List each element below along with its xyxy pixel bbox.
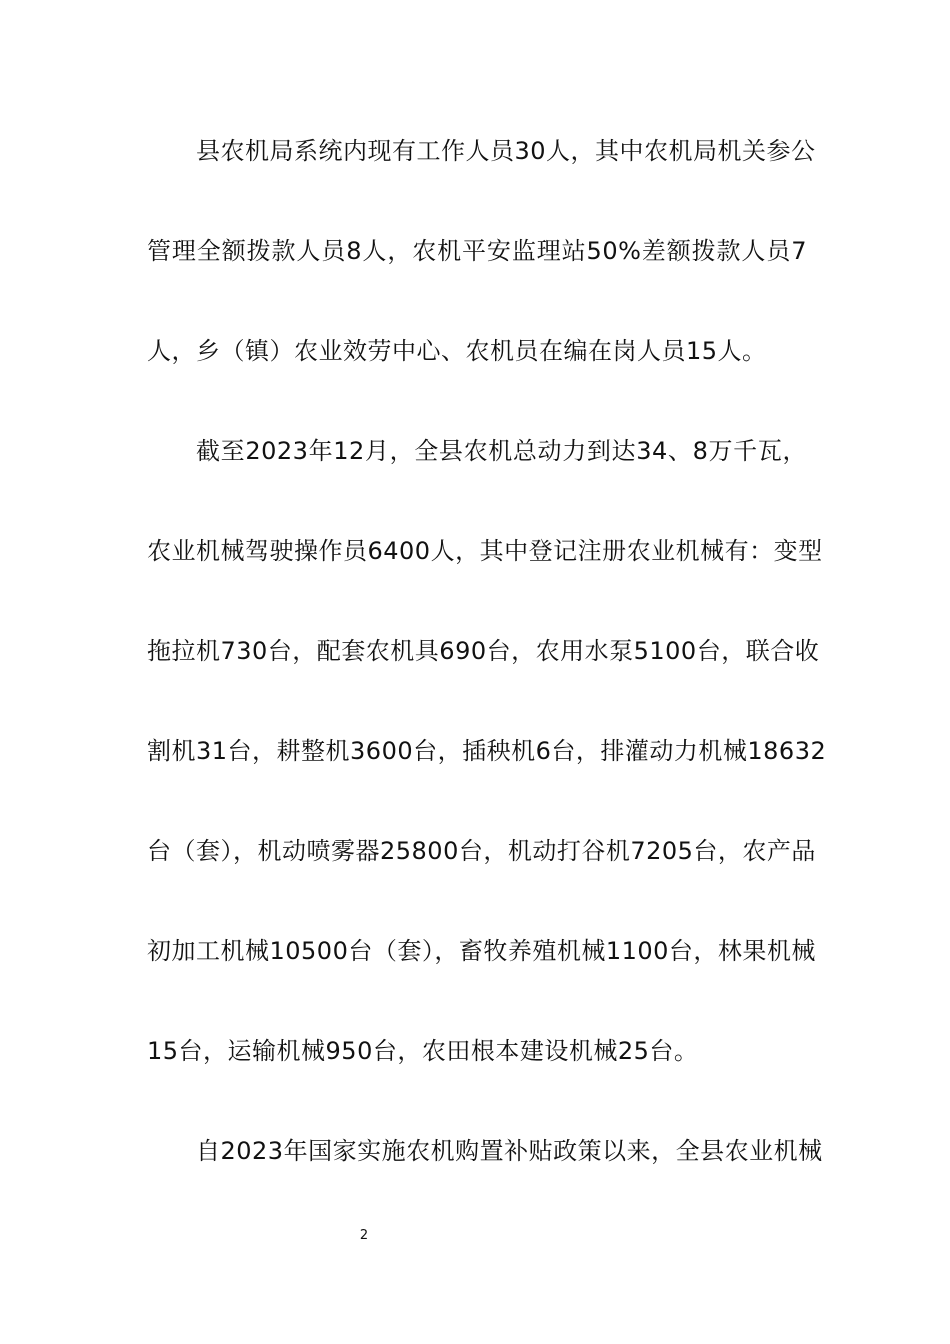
paragraph-2-line-4: 割机31台，耕整机3600台，插秧机6台，排灌动力机械18632 [147,737,827,765]
paragraph-2-line-7: 15台，运输机械950台，农田根本建设机械25台。 [147,1037,699,1065]
paragraph-2-line-2: 农业机械驾驶操作员6400人，其中登记注册农业机械有：变型 [147,537,823,565]
paragraph-2-line-1: 截至2023年12月，全县农机总动力到达34、8万千瓦， [196,437,807,465]
paragraph-1-line-1: 县农机局系统内现有工作人员30人，其中农机局机关参公 [196,137,816,165]
paragraph-2-line-6: 初加工机械10500台（套），畜牧养殖机械1100台，林果机械 [147,937,816,965]
paragraph-2-line-3: 拖拉机730台，配套农机具690台，农用水泵5100台，联合收 [147,637,820,665]
paragraph-3-line-1: 自2023年国家实施农机购置补贴政策以来，全县农业机械 [196,1137,823,1165]
paragraph-2-line-5: 台（套），机动喷雾器25800台，机动打谷机7205台，农产品 [147,837,816,865]
page-number: 2 [359,1228,369,1243]
paragraph-1-line-2: 管理全额拨款人员8人，农机平安监理站50%差额拨款人员7 [147,237,807,265]
paragraph-1-line-3: 人，乡（镇）农业效劳中心、农机员在编在岗人员15人。 [147,337,767,365]
